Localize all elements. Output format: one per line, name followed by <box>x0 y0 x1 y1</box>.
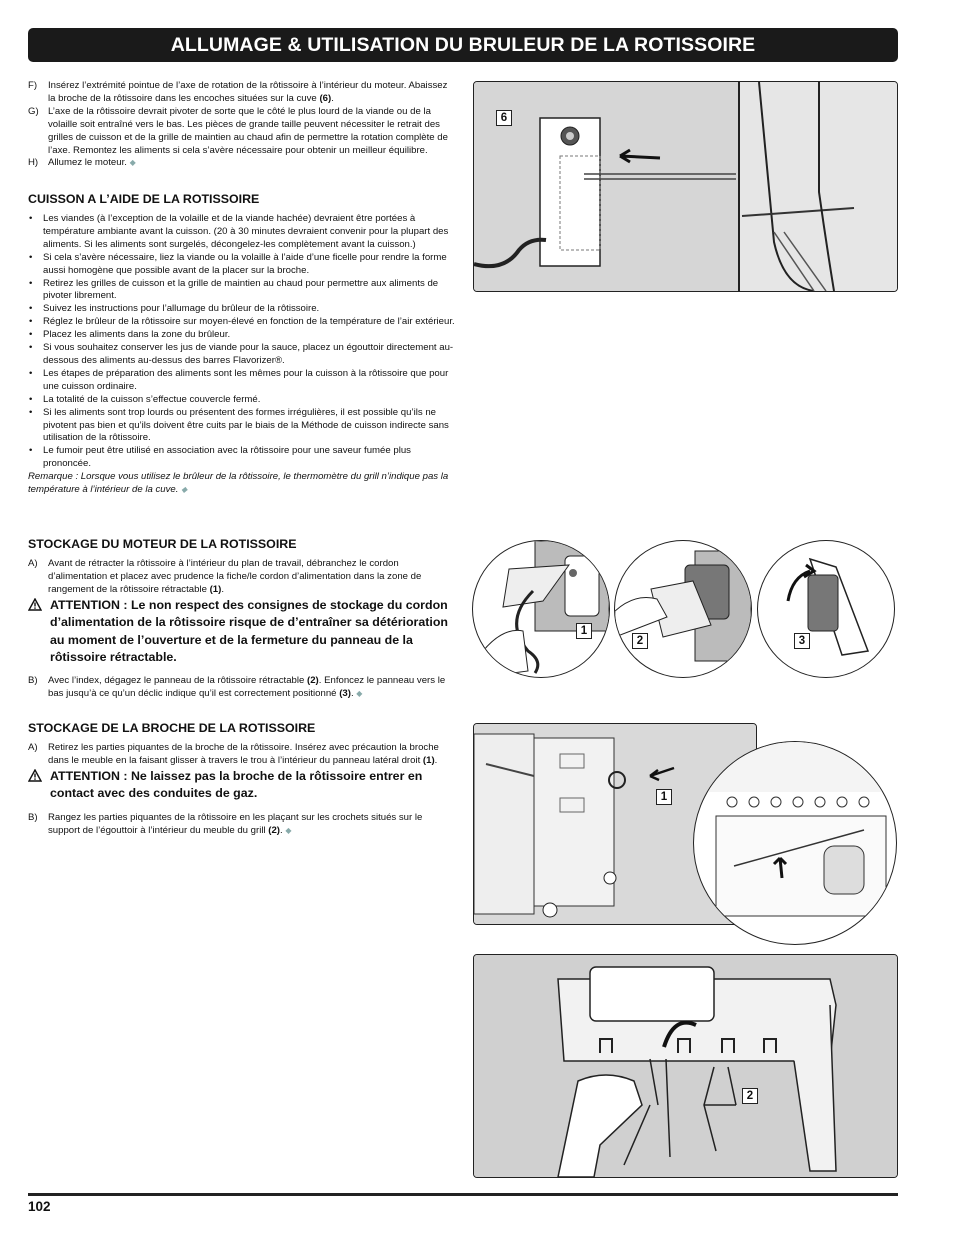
page-title: ALLUMAGE & UTILISATION DU BRULEUR DE LA ROTISSOIRE <box>170 33 756 56</box>
moteur-step-b: B) Avec l’index, dégagez le panneau de la rôtissoire rétractable (2). Enfoncez le panneau vers le bas jusqu’à ce qu’un déclic indique qu’il est correctement positionné (3). ◆ <box>28 675 446 700</box>
page-number: 102 <box>28 1199 51 1214</box>
list-item: • Placez les aliments dans la zone du brûleur. <box>29 329 231 341</box>
list-item: • Réglez le brûleur de la rôtissoire sur moyen-élevé en fonction de la température de l’air extérieur. <box>29 316 455 328</box>
list-item: • Le fumoir peut être utilisé en association avec la rôtissoire pour une saveur fumée plus prononcée. <box>29 445 411 470</box>
section-broche <box>28 721 456 837</box>
end-mark-icon: ◆ <box>285 825 292 835</box>
warning-triangle-icon <box>28 768 50 803</box>
figure-spit-inside-circle <box>693 741 897 945</box>
circle-step-label: 2 <box>632 633 648 649</box>
moteur-warning: ATTENTION : Le non respect des consignes de stockage du cordon d’alimentation de la rôtissoire risque de d’entraîner sa détérioration au moment de l’ouverture et de la fermeture du panneau de la rôtissoire rétractable. <box>28 597 456 667</box>
heading-moteur: STOCKAGE DU MOTEUR DE LA ROTISSOIRE <box>28 537 297 551</box>
list-item: • Si vous souhaitez conserver les jus de viande pour la sauce, placez un égouttoir directement au-dessous des aliments au-dessus des barres Flavorizer®. <box>29 342 454 366</box>
figure-spit-insertion <box>473 81 898 292</box>
list-item: • Retirez les grilles de cuisson et la grille de maintien au chaud pour permettre aux aliments de pivoter librement. <box>29 277 439 302</box>
spit-insertion-illustration <box>474 82 897 291</box>
figure-step-label: 1 <box>656 789 672 805</box>
remark-note: Remarque : Lorsque vous utilisez le brûleur de la rôtissoire, le thermomètre du grill n’indique pas la température à l’intérieur de la cuve. ◆ <box>28 471 449 496</box>
figure-tines-storage <box>473 954 898 1178</box>
step-g: G) L’axe de la rôtissoire devrait pivoter de sorte que le côté le plus lourd de la viande ou de la volaille soit entraîné vers le bas. Les pièces de grande taille peuvent nécessiter le retrait des grilles de cuisson et de la grille de maintien au chaud afin de permettre la rotation complète de l’axe. Remontez les aliments si cela s’avère nécessaire pour obtenir un meilleur équilibre. <box>28 105 448 156</box>
end-mark-icon: ◆ <box>129 158 136 168</box>
footer-divider <box>28 1193 898 1196</box>
broche-warning: ATTENTION : Ne laissez pas la broche de la rôtissoire entrer en contact avec des conduites de gaz. <box>28 768 456 803</box>
step-h: H) Allumez le moteur. ◆ <box>28 157 136 169</box>
cuisson-bullet-list <box>28 213 456 471</box>
step-f: F) Insérez l’extrémité pointue de l’axe de rotation de la rôtissoire à l’intérieur du moteur. Abaissez la broche de la rôtissoire dans les encoches situées sur la cuve (6). <box>28 80 448 104</box>
figure-cord-storage-circle <box>472 540 610 678</box>
end-mark-icon: ◆ <box>181 485 188 495</box>
figure-number-label: 6 <box>496 110 512 126</box>
section-cuisson <box>28 192 456 497</box>
broche-step-b: B) Rangez les parties piquantes de la rôtissoire en les plaçant sur les crochets situés sur le support de l’égouttoir à l’intérieur du meuble du grill (2). ◆ <box>28 811 423 836</box>
circle-step-label: 3 <box>794 633 810 649</box>
list-item: • Suivez les instructions pour l’allumage du brûleur de la rôtissoire. <box>29 303 320 315</box>
figure-step-label: 2 <box>742 1088 758 1104</box>
list-item: • La totalité de la cuisson s’effectue couvercle fermé. <box>29 393 261 405</box>
list-item: • Si les aliments sont trop lourds ou présentent des formes irrégulières, il est possible qu’ils ne pivotent pas bien et qu’ils doivent être cuits par le biais de la Méthode de cuisson indirecte sans utilisation de la rôtissoire. <box>29 406 449 444</box>
section-title-bar <box>28 28 898 62</box>
figure-panel-release-circle <box>614 540 752 678</box>
heading-cuisson: CUISSON A L’AIDE DE LA ROTISSOIRE <box>28 192 260 206</box>
steps-top <box>28 80 456 170</box>
section-moteur <box>28 537 456 701</box>
list-item: • Les étapes de préparation des aliments sont les mêmes pour la cuisson à la rôtissoire que pour une cuisson ordinaire. <box>29 367 449 392</box>
figure-panel-close-circle <box>757 540 895 678</box>
moteur-step-a: A) Avant de rétracter la rôtissoire à l’intérieur du plan de travail, débranchez le cordon d’alimentation et placez avec prudence la fiche/le cordon d’alimentation dans la zone de rangement de la rôtissoire rétractable (1). <box>28 558 422 595</box>
end-mark-icon: ◆ <box>356 689 363 699</box>
circle-step-label: 1 <box>576 623 592 639</box>
list-item: • Si cela s’avère nécessaire, liez la viande ou la volaille à l’aide d’une ficelle pour rendre la forme aussi homogène que possible avant de la placer sur la broche. <box>29 251 447 276</box>
warning-triangle-icon <box>28 597 50 667</box>
broche-step-a: A) Retirez les parties piquantes de la broche de la rôtissoire. Insérez avec précaution la broche dans le meuble en la faisant glisser à travers le trou à l’intérieur du panneau latéral droit (1). <box>28 742 439 766</box>
list-item: • Les viandes (à l’exception de la volaille et de la viande hachée) devraient être portées à température ambiante avant la cuisson. (20 à 30 minutes devraient convenir pour la plupart des aliments. Si les aliments sont surgelés, décongelez-les complètement avant la cuisson.) <box>29 213 449 250</box>
heading-broche: STOCKAGE DE LA BROCHE DE LA ROTISSOIRE <box>28 721 316 735</box>
